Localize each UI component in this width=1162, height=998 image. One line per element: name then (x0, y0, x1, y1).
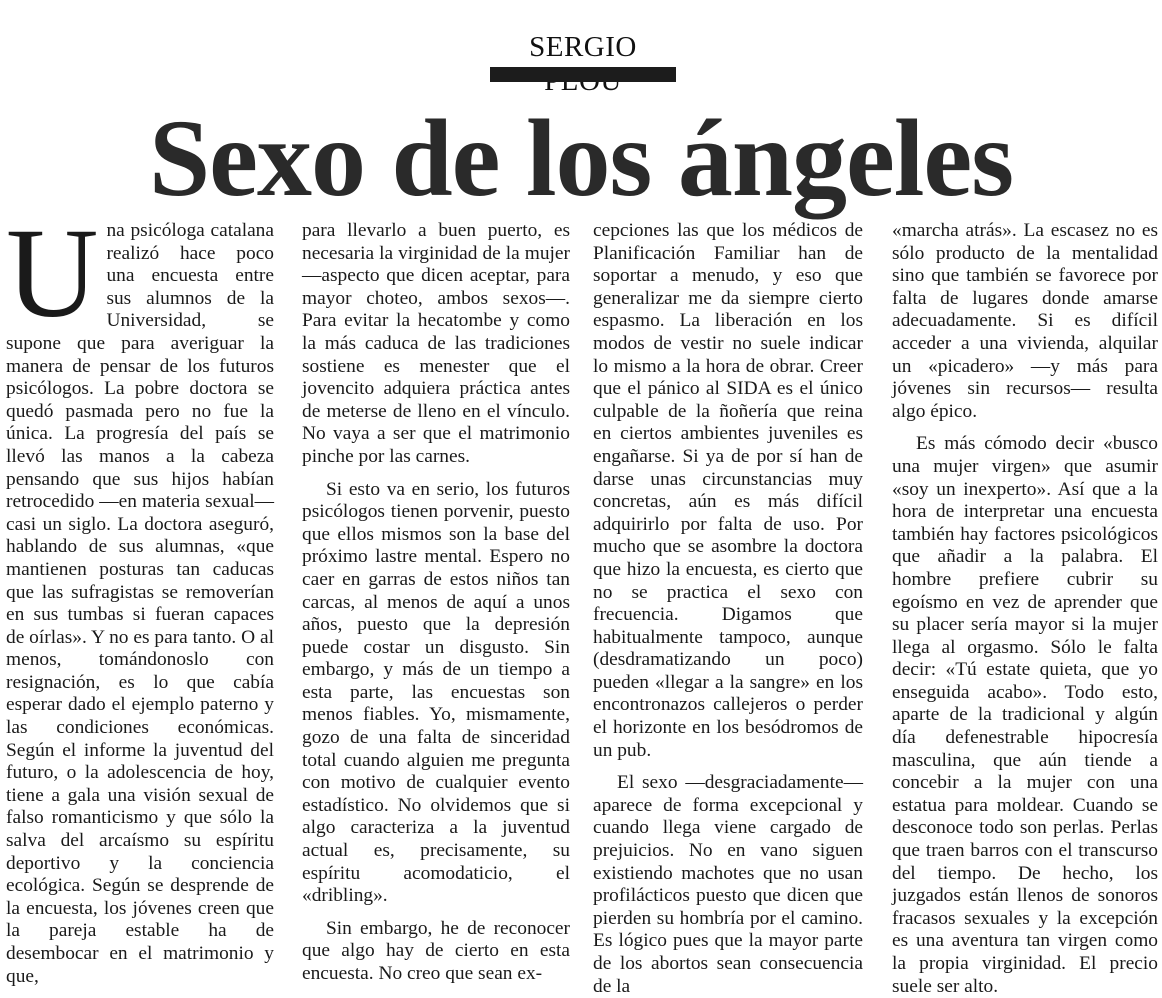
author-byline: SERGIO (529, 31, 637, 63)
paragraph: Es más cómodo decir «busco una mujer virgen» que asumir «soy un inexperto». Así que a la hora de interpretar una encuesta también hay factores psicológicos que añadir a la palabra. El hombre prefiere cubrir su egoísmo en vez de aprender que su placer sería mayor si la mujer llega al orgasmo. Sólo le falta decir: «Tú estate quieta, que yo enseguida acabo». Todo esto, aparte de la tradicional y algún día defenestrable hipocresía masculina, que aún tiende a concebir a la mujer con una estatua para moldear. Cuando se desconoce todo son perlas. Perlas que traen barros con el transcurso del tiempo. De hecho, los juzgados están llenos de sonoros fracasos sexuales y la excepción es una aventura tan virgen como la propia virginidad. El precio suele ser alto. (892, 433, 1158, 997)
paragraph: El sexo —desgraciadamente— aparece de forma excepcional y cuando llega viene cargado de prejuicios. No en vano siguen existiendo machotes que no usan profilácticos puesto que dicen que pierden su hombría por el camino. Es lógico pues que la mayor parte de los abortos sean consecuencia de la (593, 772, 863, 997)
article-headline: Sexo de los ángeles (148, 97, 1014, 219)
drop-cap: U (6, 202, 99, 344)
paragraph: na psicóloga catalana realizó hace poco una encuesta entre sus alumnos de la Universidad, se supone que para averiguar la manera de pensar de los futuros psicólogos. La pobre doctora se quedó pasmada pero no fue la única. La progresía del país se llevó las manos a la cabeza pensando que sus hijos habían retrocedido —en materia sexual— casi un siglo. La doctora aseguró, hablando de sus alumnas, «que mantienen posturas tan caducas que las sufragistas se removerían en sus tumbas si fueran capaces de oírlas». Y no es para tanto. O al menos, tomándonoslo con resignación, es lo que cabía esperar dado el ejemplo paterno y las condiciones económicas. Según el informe la juventud del futuro, o la adolescencia de hoy, tiene a gala una visión sexual de falso romanticismo y que sólo la salva del arcaísmo su espíritu deportivo y la conciencia ecológica. Según se desprende de la encuesta, los jóvenes creen que la pareja estable ha de desembocar en el matrimonio y que, (6, 220, 274, 987)
article-column-3 (593, 220, 863, 997)
paragraph: Sin embargo, he de reconocer que algo hay de cierto en esta encuesta. No creo que sean ex- (302, 917, 570, 984)
paragraph: para llevarlo a buen puerto, es necesaria la virginidad de la mujer —aspecto que dicen aceptar, para mayor choteo, ambos sexos—. Para evitar la hecatombe y como la más caduca de las tradiciones sostiene es menester que el jovencito adquiera práctica antes de meterse de lleno en el vínculo. No vaya a ser que el matrimonio pinche por las carnes. (302, 220, 570, 467)
paragraph: cepciones las que los médicos de Planificación Familiar han de soportar a menudo, y eso que generalizar me da siempre cierto espasmo. La liberación en los modos de vestir no suele indicar lo mismo a la hora de obrar. Creer que el pánico al SIDA es el único culpable de la ñoñería que reina en ciertos ambientes juveniles es engañarse. Si ya de por sí han de darse unas circunstancias muy concretas, aún es más difícil adquirirlo por falta de uso. Por mucho que se asombre la doctora que hizo la encuesta, es cierto que no se practica el sexo con frecuencia. Digamos que habitualmente tampoco, aunque (desdramatizando un poco) pueden «llegar a la sangre» en los encontronazos callejeros o perder el horizonte en los besódromos de un pub. (593, 220, 863, 761)
paragraph: Si esto va en serio, los futuros psicólogos tienen porvenir, puesto que ellos mismos son la base del próximo lastre mental. Espero no caer en garras de estos niños tan carcas, al menos de aquí a unos años, puesto que la depresión puede costar un disgusto. Sin embargo, y más de un tiempo a esta parte, las encuestas son menos fiables. Yo, mismamente, gozo de una falta de sinceridad total cuando alguien me pregunta con motivo de cualquier evento estadístico. No olvidemos que si algo caracteriza a la juventud actual es, precisamente, su espíritu acomodaticio, el «dribling». (302, 478, 570, 907)
paragraph: «marcha atrás». La escasez no es sólo producto de la mentalidad sino que también se favorece por falta de lugares donde amarse adecuadamente. Si es difícil acceder a una vivienda, alquilar un «picadero» —y más para jóvenes sin recursos— resulta algo épico. (892, 220, 1158, 422)
byline-rule (490, 67, 676, 82)
article-column-2 (302, 220, 570, 984)
article-column-4 (892, 220, 1158, 997)
article-column-1 (6, 202, 274, 987)
